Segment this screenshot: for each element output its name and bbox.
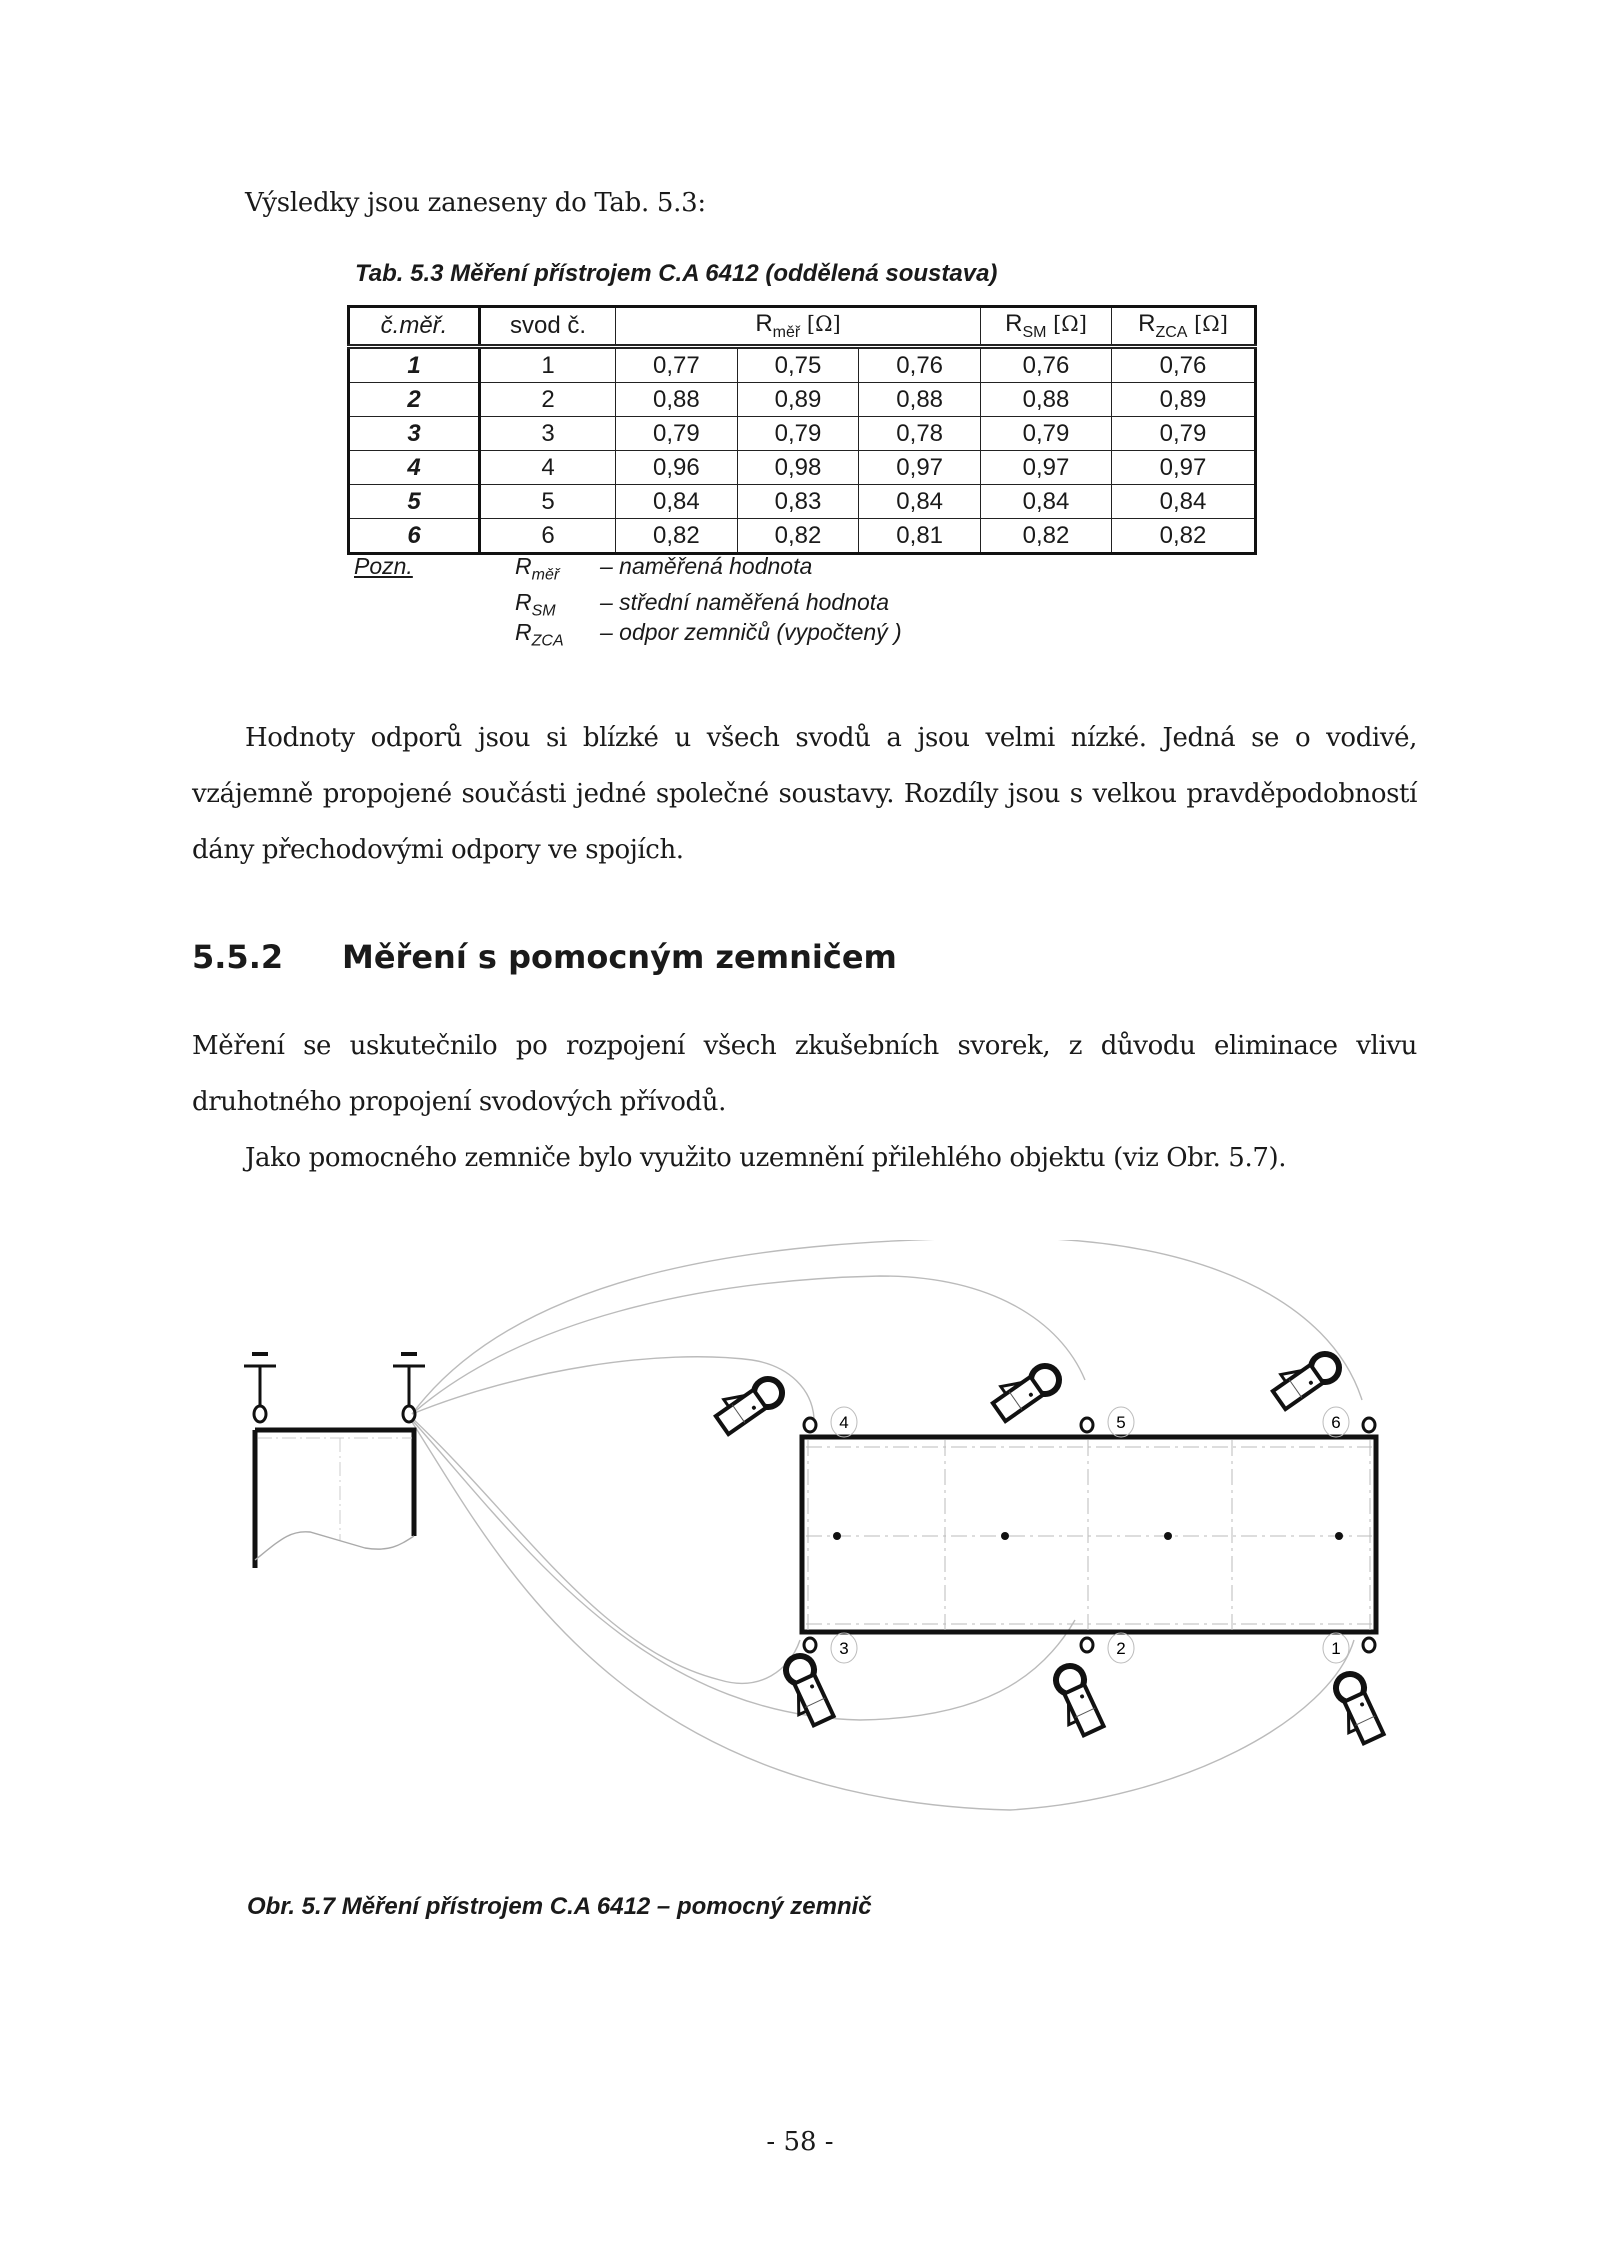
cell-r-zca: 0,97 (1112, 451, 1256, 485)
cell-svod-no: 1 (480, 347, 616, 383)
cell-svod-no: 5 (480, 485, 616, 519)
cell-r-mer-3: 0,81 (859, 519, 981, 554)
cell-r-sm: 0,79 (981, 417, 1112, 451)
cell-r-sm: 0,82 (981, 519, 1112, 554)
wire-6 (412, 1240, 1362, 1414)
cell-r-sm: 0,97 (981, 451, 1112, 485)
svod-labels (831, 1407, 1349, 1663)
intro-text: Výsledky jsou zaneseny do Tab. 5.3: (245, 188, 706, 218)
svg-text:1: 1 (1331, 1639, 1341, 1658)
cell-svod-no: 2 (480, 383, 616, 417)
cell-r-mer-1: 0,82 (616, 519, 738, 554)
cell-svod-no: 3 (480, 417, 616, 451)
measurement-table (347, 305, 1257, 555)
cell-r-zca: 0,79 (1112, 417, 1256, 451)
clamp-meter-icon (988, 1356, 1065, 1424)
cell-r-zca: 0,84 (1112, 485, 1256, 519)
measurement-diagram (0, 1240, 1600, 1860)
svg-text:5: 5 (1116, 1413, 1126, 1432)
cell-svod-no: 6 (480, 519, 616, 554)
auxiliary-building (255, 1430, 414, 1568)
wire-3 (412, 1418, 800, 1683)
cell-r-mer-1: 0,96 (616, 451, 738, 485)
note-item: $R_{ZCA}$ – odpor zemničů (vypočtený ) (515, 619, 902, 650)
cell-r-mer-1: 0,88 (616, 383, 738, 417)
paragraph-method: Měření se uskutečnilo po rozpojení všech zkušebních svorek, z důvodu eliminace vlivu druhotného propojení svodových přívodů. (192, 1031, 1417, 1117)
table-header-row (349, 307, 1256, 347)
svg-text:6: 6 (1331, 1413, 1341, 1432)
terminal-2 (1081, 1638, 1093, 1652)
clamp-meter-icon (1046, 1661, 1106, 1739)
earth-electrode (1164, 1532, 1172, 1540)
cell-r-zca: 0,82 (1112, 519, 1256, 554)
ground-symbol-icon (393, 1354, 425, 1422)
note-item: $R_{měř}$ – naměřená hodnota (515, 553, 813, 584)
cell-r-mer-1: 0,77 (616, 347, 738, 383)
cell-r-mer-1: 0,84 (616, 485, 738, 519)
table-row (349, 451, 1256, 485)
cell-r-zca: 0,76 (1112, 347, 1256, 383)
svg-text:4: 4 (839, 1413, 849, 1432)
table-row (349, 417, 1256, 451)
cell-r-sm: 0,88 (981, 383, 1112, 417)
header-r-sm: $R_{SM}$ [Ω] (981, 307, 1112, 347)
cell-r-sm: 0,84 (981, 485, 1112, 519)
figure-caption: Obr. 5.7 Měření přístrojem C.A 6412 – pomocný zemnič (247, 1893, 872, 1920)
clamp-meter-icon (1268, 1344, 1345, 1412)
terminal-1 (1363, 1638, 1375, 1652)
cell-r-sm: 0,76 (981, 347, 1112, 383)
svg-text:3: 3 (839, 1639, 849, 1658)
table-caption: Tab. 5.3 Měření přístrojem C.A 6412 (oddělená soustava) (355, 260, 998, 287)
clamp-meter-icon (776, 1651, 836, 1729)
header-r-zca: $R_{ZCA}$ [Ω] (1112, 307, 1256, 347)
cell-meas-no: 3 (349, 417, 480, 451)
cell-meas-no: 2 (349, 383, 480, 417)
notes-label: Pozn. (354, 553, 413, 579)
earth-electrode (1001, 1532, 1009, 1540)
terminal-6 (1363, 1418, 1375, 1432)
terminal-4 (804, 1418, 816, 1432)
cell-r-mer-3: 0,97 (859, 451, 981, 485)
cell-meas-no: 4 (349, 451, 480, 485)
cell-r-mer-3: 0,88 (859, 383, 981, 417)
cell-r-mer-2: 0,89 (737, 383, 859, 417)
svod-label (831, 1407, 857, 1437)
svod-label (1108, 1407, 1134, 1437)
note-item: $R_{SM}$ – střední naměřená hodnota (515, 589, 889, 620)
cell-r-zca: 0,89 (1112, 383, 1256, 417)
paragraph-results: Hodnoty odporů jsou si blízké u všech svodů a jsou velmi nízké. Jedná se o vodivé, vzájemně propojené součásti jedné společné soustavy. Rozdíly jsou s velkou pravděpodobností dány přechodovými odpory ve spojích. (192, 723, 1417, 865)
earth-electrode (833, 1532, 841, 1540)
svod-label (1323, 1407, 1349, 1437)
earth-electrode (1335, 1532, 1343, 1540)
cell-r-mer-2: 0,79 (737, 417, 859, 451)
cell-meas-no: 5 (349, 485, 480, 519)
cell-r-mer-3: 0,76 (859, 347, 981, 383)
section-title: Měření s pomocným zemničem (342, 938, 897, 976)
page-number: - 58 - (766, 2127, 834, 2157)
cell-r-mer-2: 0,75 (737, 347, 859, 383)
main-building (802, 1437, 1376, 1632)
clamp-meter-icon (1326, 1669, 1386, 1747)
svod-label (1108, 1633, 1134, 1663)
clamp-meter-icon (711, 1369, 788, 1437)
header-meas-no: č.měř. (349, 307, 480, 347)
ground-symbol-icon (244, 1354, 276, 1422)
table-notes (350, 553, 1254, 658)
cell-r-mer-2: 0,98 (737, 451, 859, 485)
section-heading (192, 938, 897, 976)
cell-meas-no: 6 (349, 519, 480, 554)
cell-r-mer-3: 0,78 (859, 417, 981, 451)
wire-1 (412, 1422, 1354, 1810)
terminal-3 (804, 1638, 816, 1652)
cell-r-mer-3: 0,84 (859, 485, 981, 519)
cell-r-mer-2: 0,83 (737, 485, 859, 519)
wire-2 (412, 1420, 1075, 1720)
cell-meas-no: 1 (349, 347, 480, 383)
cell-r-mer-1: 0,79 (616, 417, 738, 451)
svod-label (1323, 1633, 1349, 1663)
wires (412, 1240, 1362, 1810)
table-row (349, 485, 1256, 519)
cell-r-mer-2: 0,82 (737, 519, 859, 554)
section-number: 5.5.2 (192, 938, 284, 976)
test-terminals (804, 1418, 1375, 1652)
cell-svod-no: 4 (480, 451, 616, 485)
svg-text:2: 2 (1116, 1639, 1126, 1658)
svod-label (831, 1633, 857, 1663)
table-row (349, 383, 1256, 417)
header-r-mer: $R_{měř}$ [Ω] (616, 307, 981, 347)
header-svod-no: svod č. (480, 307, 616, 347)
terminal-5 (1081, 1418, 1093, 1432)
table-row (349, 347, 1256, 383)
table-row (349, 519, 1256, 554)
paragraph-aux-electrode: Jako pomocného zemniče bylo využito uzemnění přilehlého objektu (viz Obr. 5.7). (245, 1143, 1287, 1173)
